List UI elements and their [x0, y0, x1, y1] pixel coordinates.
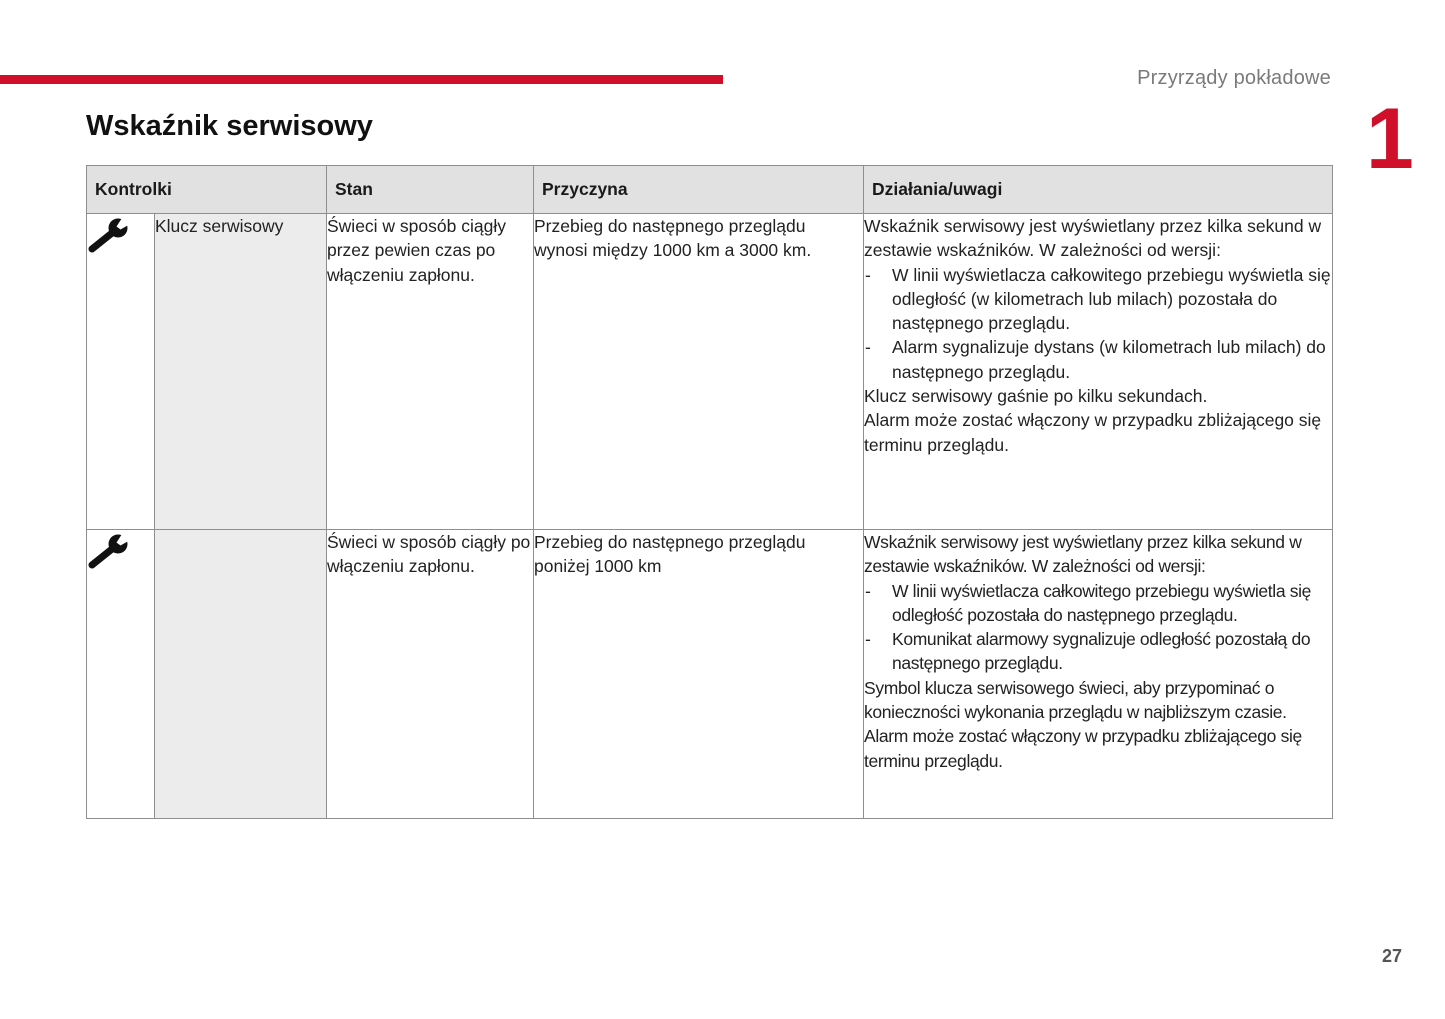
wrench-icon	[87, 214, 133, 254]
notes-paragraph: Klucz serwisowy gaśnie po kilku sekundach.	[864, 386, 1208, 407]
indicator-icon-cell	[87, 214, 155, 530]
header-accent-bar	[0, 75, 723, 84]
notes-bullet: - Alarm sygnalizuje dystans (w kilometrach lub milach) do następnego przeglądu.	[864, 335, 1332, 384]
notes-bullet-list	[864, 579, 1332, 676]
chapter-number: 1	[1366, 91, 1414, 187]
notes-bullet: - Komunikat alarmowy sygnalizuje odległość pozostałą do następnego przeglądu.	[864, 627, 1332, 676]
cause-text: Przebieg do następnego przeglądu poniżej 1000 km	[534, 530, 864, 819]
notes-paragraph: Symbol klucza serwisowego świeci, aby przypominać o konieczności wykonania przeglądu w najbliższym czasie.	[864, 677, 1287, 723]
notes-bullet: - W linii wyświetlacza całkowitego przebiegu wyświetla się odległość (w kilometrach lub milach) pozostała do następnego przeglądu.	[864, 263, 1332, 336]
indicator-name	[155, 530, 327, 819]
status-text: Świeci w sposób ciągły po włączeniu zapłonu.	[327, 530, 534, 819]
status-text: Świeci w sposób ciągły przez pewien czas po włączeniu zapłonu.	[327, 214, 534, 530]
table-row	[87, 530, 1333, 819]
indicator-icon-cell	[87, 530, 155, 819]
page-title: Wskaźnik serwisowy	[86, 110, 373, 142]
table-header-row	[87, 166, 1333, 214]
column-header-kontrolki: Kontrolki	[87, 166, 327, 214]
table-row	[87, 214, 1333, 530]
notes-intro: Wskaźnik serwisowy jest wyświetlany przez kilka sekund w zestawie wskaźników. W zależności od wersji:	[864, 532, 1302, 577]
cause-text: Przebieg do następnego przeglądu wynosi między 1000 km a 3000 km.	[534, 214, 864, 530]
column-header-przyczyna: Przyczyna	[534, 166, 864, 214]
wrench-icon	[87, 530, 133, 570]
column-header-dzialania: Działania/uwagi	[864, 166, 1333, 214]
notes-intro: Wskaźnik serwisowy jest wyświetlany przez kilka sekund w zestawie wskaźników. W zależności od wersji:	[864, 216, 1322, 261]
notes-cell	[864, 530, 1333, 819]
notes-paragraph: Alarm może zostać włączony w przypadku zbliżającego się terminu przeglądu.	[864, 726, 1302, 771]
section-title: Przyrządy pokładowe	[1137, 67, 1331, 89]
indicator-name: Klucz serwisowy	[155, 214, 327, 530]
service-indicator-table	[86, 165, 1333, 819]
notes-bullet: - W linii wyświetlacza całkowitego przebiegu wyświetla się odległość pozostała do następnego przeglądu.	[864, 579, 1332, 628]
notes-paragraph: Alarm może zostać włączony w przypadku zbliżającego się terminu przeglądu.	[864, 410, 1322, 455]
notes-cell	[864, 214, 1333, 530]
page-number: 27	[1382, 946, 1403, 966]
column-header-stan: Stan	[327, 166, 534, 214]
notes-bullet-list	[864, 263, 1332, 384]
